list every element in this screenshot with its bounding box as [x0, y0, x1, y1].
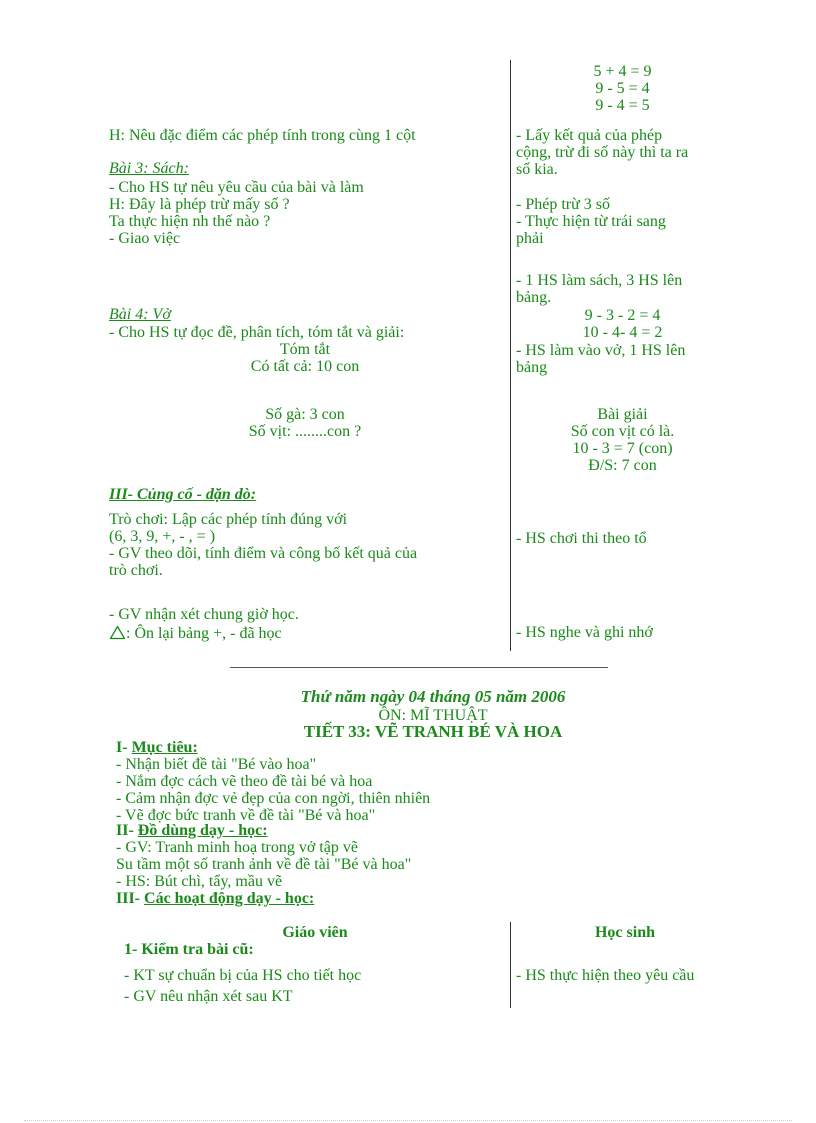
triangle-icon [109, 625, 126, 640]
goals-list [116, 756, 430, 824]
teacher-row-2: - GV nêu nhận xét sau KT [124, 988, 293, 1005]
goal-item: - Cảm nhận đợc vẻ đẹp của con ngời, thiên nhiên [116, 790, 431, 807]
game-right-text: - HS chơi thi theo tổ [516, 530, 647, 547]
review-subheading: 1- Kiểm tra bài cũ: [124, 941, 254, 958]
column-divider-bottom [510, 922, 511, 1008]
material-item: - HS: Bút chì, tẩy, mầu vẽ [116, 873, 283, 890]
goal-item: - Nắm đợc cách vẽ theo đề tài bé và hoa [116, 773, 373, 790]
bai3-right-text: - Phép trừ 3 số - Thực hiện từ trái sang phải [516, 196, 666, 247]
material-item: - GV: Tranh minh hoạ trong vở tập vẽ [116, 839, 358, 856]
bai3-equations: 9 - 3 - 2 = 4 10 - 4- 4 = 2 [582, 307, 663, 341]
bai3-heading: Bài 3: Sách: [109, 160, 189, 177]
homework-line: : Ôn lại bảng +, - đã học [109, 625, 282, 642]
goals-heading: I- Mục tiêu: [116, 739, 198, 756]
bai3-left-text: - Cho HS tự nêu yêu cầu của bài và làm H: Đây là phép trừ mấy số ? Ta thực hiện nh thế nào ? - Giao việc [109, 179, 364, 247]
column-divider-top [510, 60, 511, 651]
lesson-date: Thứ năm ngày 04 tháng 05 năm 2006 [300, 687, 566, 706]
section-consolidation-heading: III- Củng cố - dặn dò: [109, 486, 257, 503]
student-column-header: Học sinh [594, 924, 655, 941]
equation-line: 5 + 4 = 9 [593, 63, 652, 80]
lesson-title: TIẾT 33: VẼ TRANH BÉ VÀ HOA [303, 722, 563, 741]
student-row-1: - HS thực hiện theo yêu cầu [516, 967, 695, 984]
bai3-right-text-2: - 1 HS làm sách, 3 HS lên bảng. [516, 272, 683, 306]
closing-right-text: - HS nghe và ghi nhớ [516, 624, 653, 641]
goal-item: - Vẽ đợc bức tranh về đề tài "Bé và hoa" [116, 807, 376, 824]
question-left: H: Nêu đặc điểm các phép tính trong cùng 1 cột [109, 127, 416, 144]
activities-heading: III- Các hoạt động dạy - học: [116, 890, 315, 907]
lesson-subject: ÔN: MĨ THUẬT [378, 707, 488, 724]
page-bottom-border [24, 1120, 792, 1121]
baigiai-block: Bài giải Số con vịt có là. 10 - 3 = 7 (con) Đ/S: 7 con [570, 406, 675, 474]
materials-heading: II- Đồ dùng dạy - học: [116, 822, 268, 839]
tomtat-block: Tóm tắt Có tất cả: 10 con [250, 341, 360, 375]
answer-right: - Lấy kết quả của phép cộng, trừ đi số này thì ta ra số kia. [516, 127, 689, 178]
lesson-separator [230, 667, 608, 668]
right-equations [545, 63, 700, 114]
bai4-heading: Bài 4: Vở [109, 306, 171, 323]
bai3-right-text-3: - HS làm vào vở, 1 HS lên bảng [516, 342, 686, 376]
tomtat-block-2: Số gà: 3 con Số vịt: ........con ? [248, 406, 362, 440]
equation-line: 9 - 5 = 4 [595, 80, 650, 97]
material-item: Su tầm một số tranh ảnh về đề tài "Bé và hoa" [116, 856, 412, 873]
goal-item: - Nhận biết đề tài "Bé vào hoa" [116, 756, 317, 773]
teacher-row-1: - KT sự chuẩn bị của HS cho tiết học [124, 967, 362, 984]
closing-remark: - GV nhận xét chung giờ học. [109, 606, 299, 623]
game-left-text: Trò chơi: Lập các phép tính đúng với (6, 3, 9, +, - , = ) - GV theo dõi, tính điểm và công bố kết quả của trò chơi. [109, 511, 418, 579]
equation-line: 9 - 4 = 5 [595, 97, 650, 114]
materials-list [116, 839, 411, 890]
teacher-column-header: Giáo viên [282, 924, 348, 941]
bai4-instruction: - Cho HS tự đọc đề, phân tích, tóm tắt và giải: [109, 324, 405, 341]
